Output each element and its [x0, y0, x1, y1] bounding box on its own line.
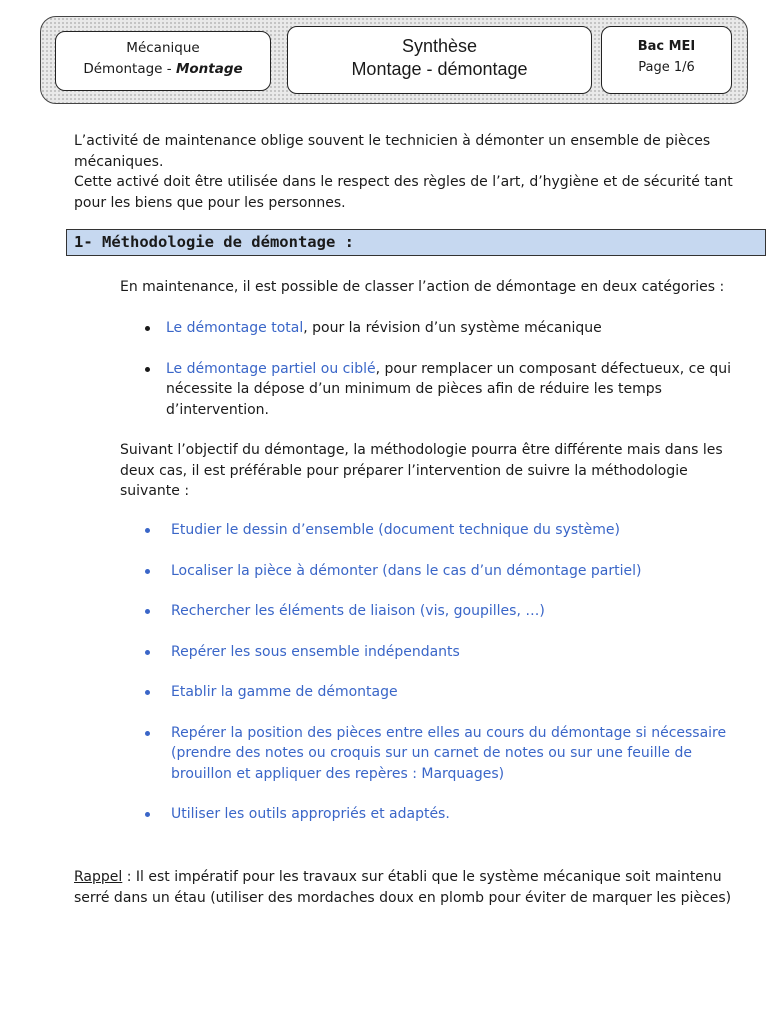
lead-paragraph: En maintenance, il est possible de classer l’action de démontage en deux catégories :: [120, 279, 725, 295]
list-item: Le démontage partiel ou ciblé, pour remplacer un composant défectueux, ce qui nécessite la dépose d’un minimum de pièces afin de réduire les temps d’intervention.: [145, 359, 735, 421]
list-item: Repérer la position des pièces entre elles au cours du démontage si nécessaire (prendre des notes ou croquis sur un carnet de notes ou sur une feuille de brouillon et appliquer des repères : Marquages): [145, 723, 735, 785]
list-item: Le démontage total, pour la révision d’un système mécanique: [145, 318, 735, 339]
reminder-label: Rappel: [74, 869, 123, 885]
page-number: Page 1/6: [638, 60, 695, 75]
list-item: Repérer les sous ensemble indépendants: [145, 642, 735, 663]
intro-paragraph: [74, 131, 734, 213]
header-course: Bac MEI: [637, 39, 696, 54]
intro-line-2: Cette activé doit être utilisée dans le respect des règles de l’art, d’hygiène et de sécurité tant pour les biens que pour les personnes.: [74, 174, 733, 211]
header-title: Synthèse: [401, 36, 478, 56]
method-steps: [145, 520, 735, 825]
header-topic: Démontage - Montage: [83, 61, 243, 77]
method-paragraph: Suivant l’objectif du démontage, la méthodologie pourra être différente mais dans les deux cas, il est préférable pour préparer l’intervention de suivre la méthodologie suivante :: [120, 442, 723, 499]
header-subject-box: [55, 31, 271, 91]
header-page-box: [601, 26, 732, 94]
section-heading: 1- Méthodologie de démontage :: [66, 229, 766, 256]
list-item: Utiliser les outils appropriés et adaptés.: [145, 804, 735, 825]
list-item: Localiser la pièce à démonter (dans le cas d’un démontage partiel): [145, 561, 735, 582]
list-item: Etablir la gamme de démontage: [145, 682, 735, 703]
header-subtitle: Montage - démontage: [351, 59, 528, 79]
header-subject: Mécanique: [126, 40, 200, 56]
reminder-text: : Il est impératif pour les travaux sur établi que le système mécanique soit maintenu serré dans un étau (utiliser des mordaches doux en plomb pour éviter de marquer les pièces): [74, 869, 732, 906]
intro-line-1: L’activité de maintenance oblige souvent le technicien à démonter un ensemble de pièces mécaniques.: [74, 133, 711, 170]
reminder-paragraph: [74, 867, 742, 908]
category-list: [145, 318, 735, 420]
list-item: Etudier le dessin d’ensemble (document technique du système): [145, 520, 735, 541]
header-title-box: [287, 26, 592, 94]
list-item: Rechercher les éléments de liaison (vis, goupilles, …): [145, 601, 735, 622]
header-topic-emphasis: Montage: [175, 61, 243, 77]
